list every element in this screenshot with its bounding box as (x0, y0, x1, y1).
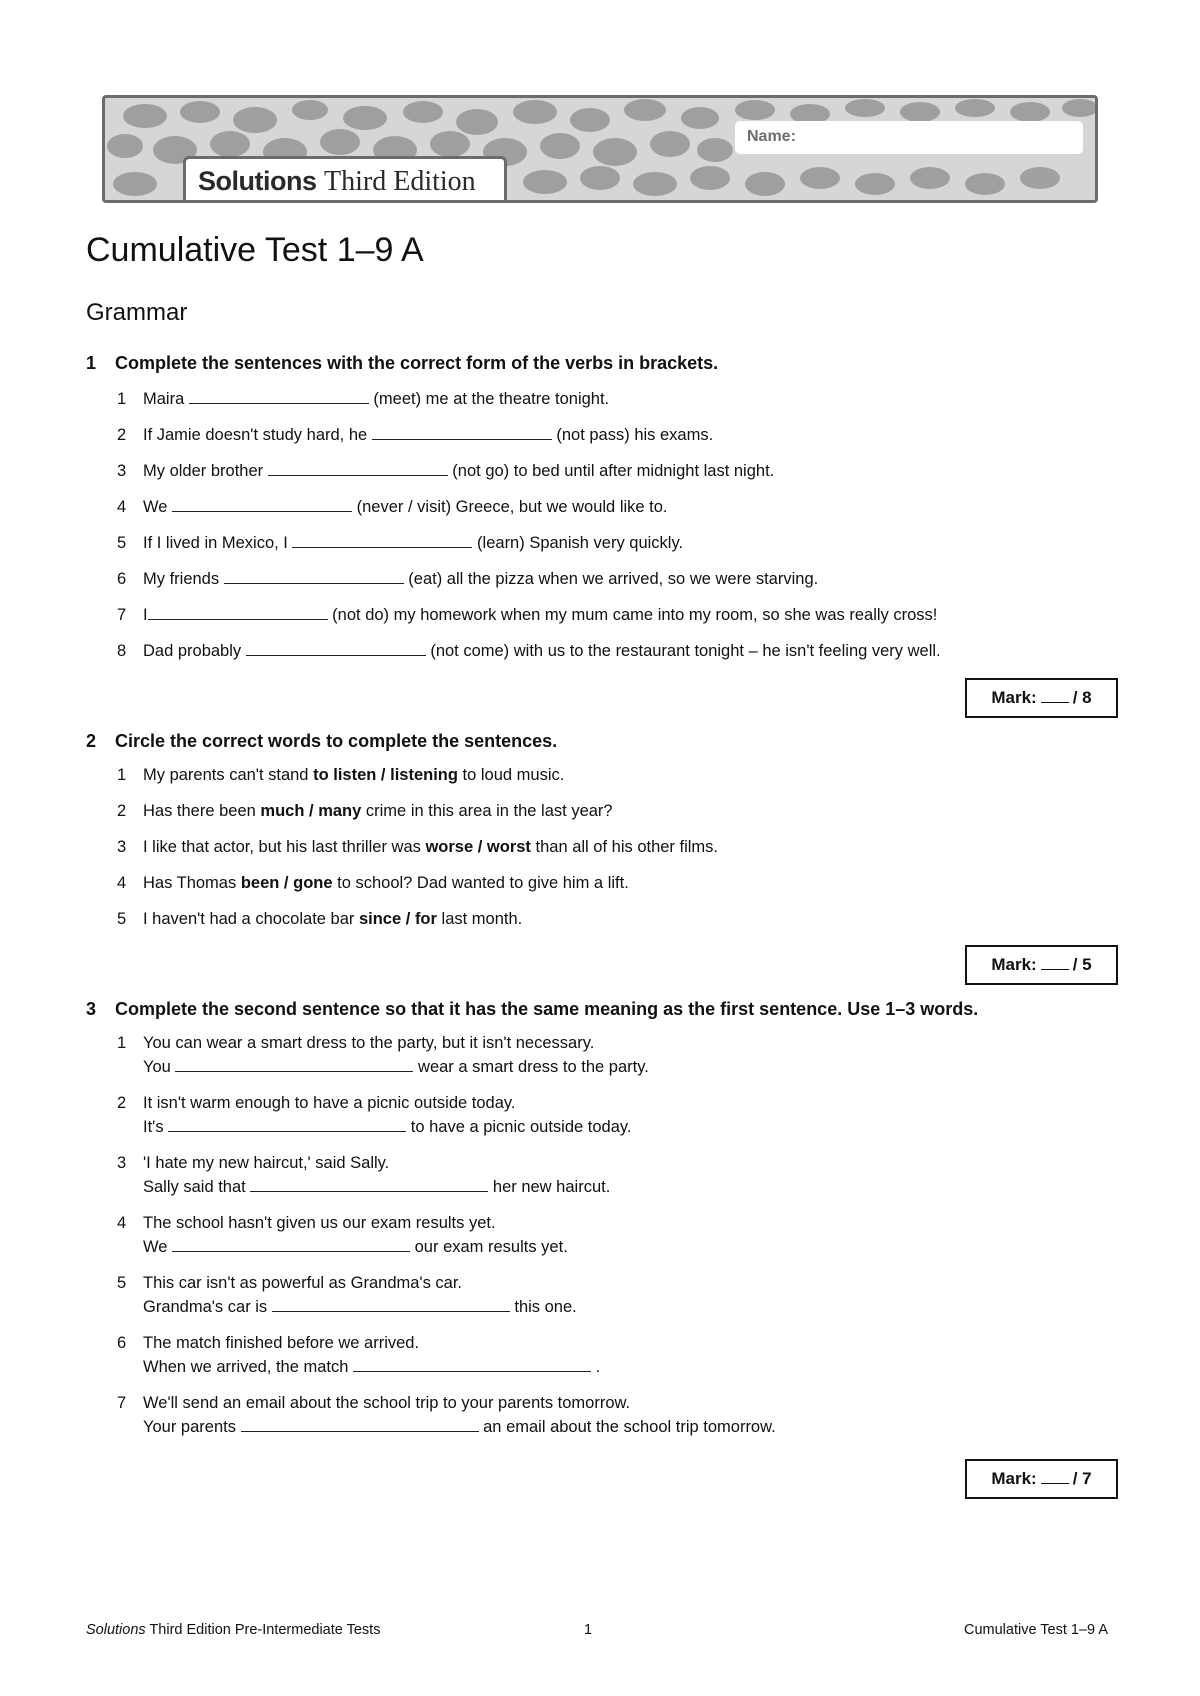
item-text-before: Has Thomas (143, 874, 241, 892)
answer-blank[interactable] (224, 568, 404, 584)
item-number: 7 (117, 606, 127, 624)
option-b[interactable]: gone (293, 874, 333, 892)
rewrite-line (143, 1295, 577, 1319)
list-item (117, 603, 937, 627)
answer-blank[interactable] (250, 1176, 488, 1192)
item-text-after: her new haircut. (488, 1178, 611, 1196)
list-item (117, 835, 718, 859)
original-sentence: This car isn't as powerful as Grandma's car. (143, 1274, 463, 1292)
rewrite-line (143, 1415, 776, 1439)
original-sentence: 'I hate my new haircut,' said Sally. (143, 1154, 390, 1172)
item-number: 2 (117, 426, 127, 444)
item-text-before: Sally said that (143, 1178, 251, 1196)
item-text-before: I like that actor, but his last thriller was (143, 838, 426, 856)
answer-blank[interactable] (189, 388, 369, 404)
instruction-text: Complete the sentences with the correct form of the verbs in brackets. (115, 353, 719, 373)
rewrite-line (143, 1055, 649, 1079)
option-separator: / (401, 910, 415, 928)
mark-blank[interactable] (1041, 955, 1069, 970)
exercise1-instruction (86, 353, 718, 374)
answer-blank[interactable] (372, 424, 552, 440)
item-body (143, 1211, 568, 1259)
item-text-before: It's (143, 1118, 169, 1136)
item-text-after: wear a smart dress to the party. (413, 1058, 649, 1076)
original-sentence: It isn't warm enough to have a picnic outside today. (143, 1094, 516, 1112)
item-number: 3 (117, 838, 127, 856)
mark-box (965, 1459, 1118, 1499)
list-item (117, 871, 629, 895)
option-separator: / (376, 766, 391, 784)
item-text-after: this one. (509, 1298, 577, 1316)
list-item (117, 1331, 600, 1379)
list-item (117, 387, 609, 411)
answer-blank[interactable] (272, 1296, 510, 1312)
item-text-before: We (143, 1238, 173, 1256)
item-number: 1 (117, 390, 127, 408)
item-number: 6 (117, 570, 127, 588)
exercise2-instruction (86, 731, 557, 752)
mark-label: Mark: (991, 1469, 1037, 1488)
original-sentence: The match finished before we arrived. (143, 1334, 420, 1352)
item-text-after: to have a picnic outside today. (406, 1118, 632, 1136)
option-separator: / (473, 838, 487, 856)
list-item (117, 495, 668, 519)
footer-book: Third Edition Pre-Intermediate Tests (145, 1622, 381, 1638)
item-text-after: . (591, 1358, 601, 1376)
item-number: 8 (117, 642, 127, 660)
item-text-after: crime in this area in the last year? (361, 802, 613, 820)
item-text-before: Has there been (143, 802, 261, 820)
list-item (117, 799, 613, 823)
brand-edition: Third Edition (324, 166, 476, 197)
footer-right: Cumulative Test 1–9 A (963, 1622, 1108, 1638)
exercise-number: 2 (86, 731, 97, 751)
item-text-before: We (143, 498, 173, 516)
mark-total: / 7 (1072, 1469, 1092, 1488)
item-body (143, 1151, 610, 1199)
answer-blank[interactable] (168, 1116, 406, 1132)
item-text-before: My older brother (143, 462, 268, 480)
item-body (143, 1091, 632, 1139)
item-text-after: our exam results yet. (410, 1238, 568, 1256)
answer-blank[interactable] (353, 1356, 591, 1372)
item-body (143, 1271, 577, 1319)
item-text-after: (never / visit) Greece, but we would like to. (352, 498, 668, 516)
item-text-before: If I lived in Mexico, I (143, 534, 293, 552)
item-text-after: to loud music. (457, 766, 565, 784)
item-text-before: When we arrived, the match (143, 1358, 354, 1376)
list-item (117, 459, 774, 483)
list-item (117, 1091, 632, 1139)
item-text-after: (not come) with us to the restaurant tonight – he isn't feeling very well. (425, 642, 941, 660)
page-number: 1 (584, 1622, 593, 1638)
item-text-after: to school? Dad wanted to give him a lift. (332, 874, 629, 892)
item-text-after: an email about the school trip tomorrow. (478, 1418, 776, 1436)
answer-blank[interactable] (148, 604, 328, 620)
mark-box (965, 678, 1118, 718)
item-text-after: than all of his other films. (530, 838, 719, 856)
page-title: Cumulative Test 1–9 A (86, 231, 424, 269)
option-b[interactable]: for (414, 910, 437, 928)
brand-logo (183, 156, 507, 203)
item-number: 4 (117, 874, 127, 892)
item-body (143, 1391, 776, 1439)
item-number: 5 (117, 534, 127, 552)
item-text-after: (not go) to bed until after midnight last night. (447, 462, 775, 480)
item-body (143, 1031, 649, 1079)
rewrite-line (143, 1355, 600, 1379)
list-item (117, 1271, 577, 1319)
list-item (117, 1151, 610, 1199)
item-text-after: last month. (436, 910, 523, 928)
item-text-before: I haven't had a chocolate bar (143, 910, 359, 928)
option-separator: / (304, 802, 319, 820)
item-text-before: You (143, 1058, 176, 1076)
option-a[interactable]: been (240, 874, 280, 892)
mark-label: Mark: (991, 955, 1037, 974)
list-item (117, 531, 683, 555)
answer-blank[interactable] (175, 1056, 413, 1072)
option-b[interactable]: many (318, 802, 362, 820)
mark-box (965, 945, 1118, 985)
list-item (117, 763, 564, 787)
mark-total: / 5 (1072, 955, 1092, 974)
instruction-text: Circle the correct words to complete the sentences. (115, 731, 558, 751)
answer-blank[interactable] (292, 532, 472, 548)
item-text-before: My parents can't stand (143, 766, 314, 784)
exercise-number: 1 (86, 353, 97, 373)
option-a[interactable]: since (358, 910, 402, 928)
option-b[interactable]: worst (486, 838, 531, 856)
list-item (117, 567, 818, 591)
item-text-after: (meet) me at the theatre tonight. (368, 390, 610, 408)
header-banner (102, 95, 1098, 203)
original-sentence: We'll send an email about the school trip to your parents tomorrow. (143, 1394, 631, 1412)
item-text-before: My friends (143, 570, 224, 588)
mark-total: / 8 (1072, 688, 1092, 707)
answer-blank[interactable] (172, 1236, 410, 1252)
exercise3-instruction (86, 999, 978, 1020)
item-number: 6 (117, 1334, 127, 1352)
item-text-after: (not pass) his exams. (551, 426, 714, 444)
name-label: Name: (747, 128, 796, 145)
list-item (117, 1031, 649, 1079)
item-text-before: I (143, 606, 148, 624)
item-text-after: (eat) all the pizza when we arrived, so we were starving. (403, 570, 819, 588)
rewrite-line (143, 1175, 610, 1199)
option-a[interactable]: to listen (313, 766, 377, 784)
list-item (117, 1211, 568, 1259)
item-number: 1 (117, 766, 127, 784)
option-b[interactable]: listening (390, 766, 458, 784)
mark-blank[interactable] (1041, 1469, 1069, 1484)
item-number: 4 (117, 498, 127, 516)
answer-blank[interactable] (246, 640, 426, 656)
item-number: 2 (117, 1094, 127, 1112)
option-a[interactable]: worse (425, 838, 474, 856)
item-number: 2 (117, 802, 127, 820)
section-heading: Grammar (86, 299, 188, 326)
mark-blank[interactable] (1041, 688, 1069, 703)
instruction-text: Complete the second sentence so that it has the same meaning as the first sentence. Use 1–3 words. (115, 999, 979, 1019)
exercise-number: 3 (86, 999, 97, 1019)
brand-name: Solutions (198, 166, 317, 196)
item-number: 3 (117, 1154, 127, 1172)
item-body (143, 1331, 600, 1379)
original-sentence: You can wear a smart dress to the party, but it isn't necessary. (143, 1034, 595, 1052)
item-text-before: If Jamie doesn't study hard, he (143, 426, 372, 444)
item-number: 5 (117, 1274, 127, 1292)
option-a[interactable]: much (260, 802, 305, 820)
item-text-before: Maira (143, 390, 189, 408)
item-number: 5 (117, 910, 127, 928)
list-item (117, 423, 713, 447)
rewrite-line (143, 1235, 568, 1259)
list-item (117, 639, 941, 663)
item-number: 7 (117, 1394, 127, 1412)
item-text-before: Your parents (143, 1418, 241, 1436)
rewrite-line (143, 1115, 632, 1139)
answer-blank[interactable] (172, 496, 352, 512)
item-number: 3 (117, 462, 127, 480)
item-text-before: Dad probably (143, 642, 246, 660)
answer-blank[interactable] (268, 460, 448, 476)
item-text-after: (learn) Spanish very quickly. (472, 534, 684, 552)
item-number: 1 (117, 1034, 127, 1052)
name-field[interactable] (735, 121, 1083, 154)
footer-left (86, 1622, 380, 1638)
original-sentence: The school hasn't given us our exam results yet. (143, 1214, 496, 1232)
item-number: 4 (117, 1214, 127, 1232)
answer-blank[interactable] (241, 1416, 479, 1432)
item-text-after: (not do) my homework when my mum came into my room, so she was really cross! (327, 606, 938, 624)
mark-label: Mark: (991, 688, 1037, 707)
footer-series: Solutions (86, 1622, 146, 1638)
item-text-before: Grandma's car is (143, 1298, 272, 1316)
option-separator: / (279, 874, 294, 892)
list-item (117, 907, 522, 931)
list-item (117, 1391, 776, 1439)
